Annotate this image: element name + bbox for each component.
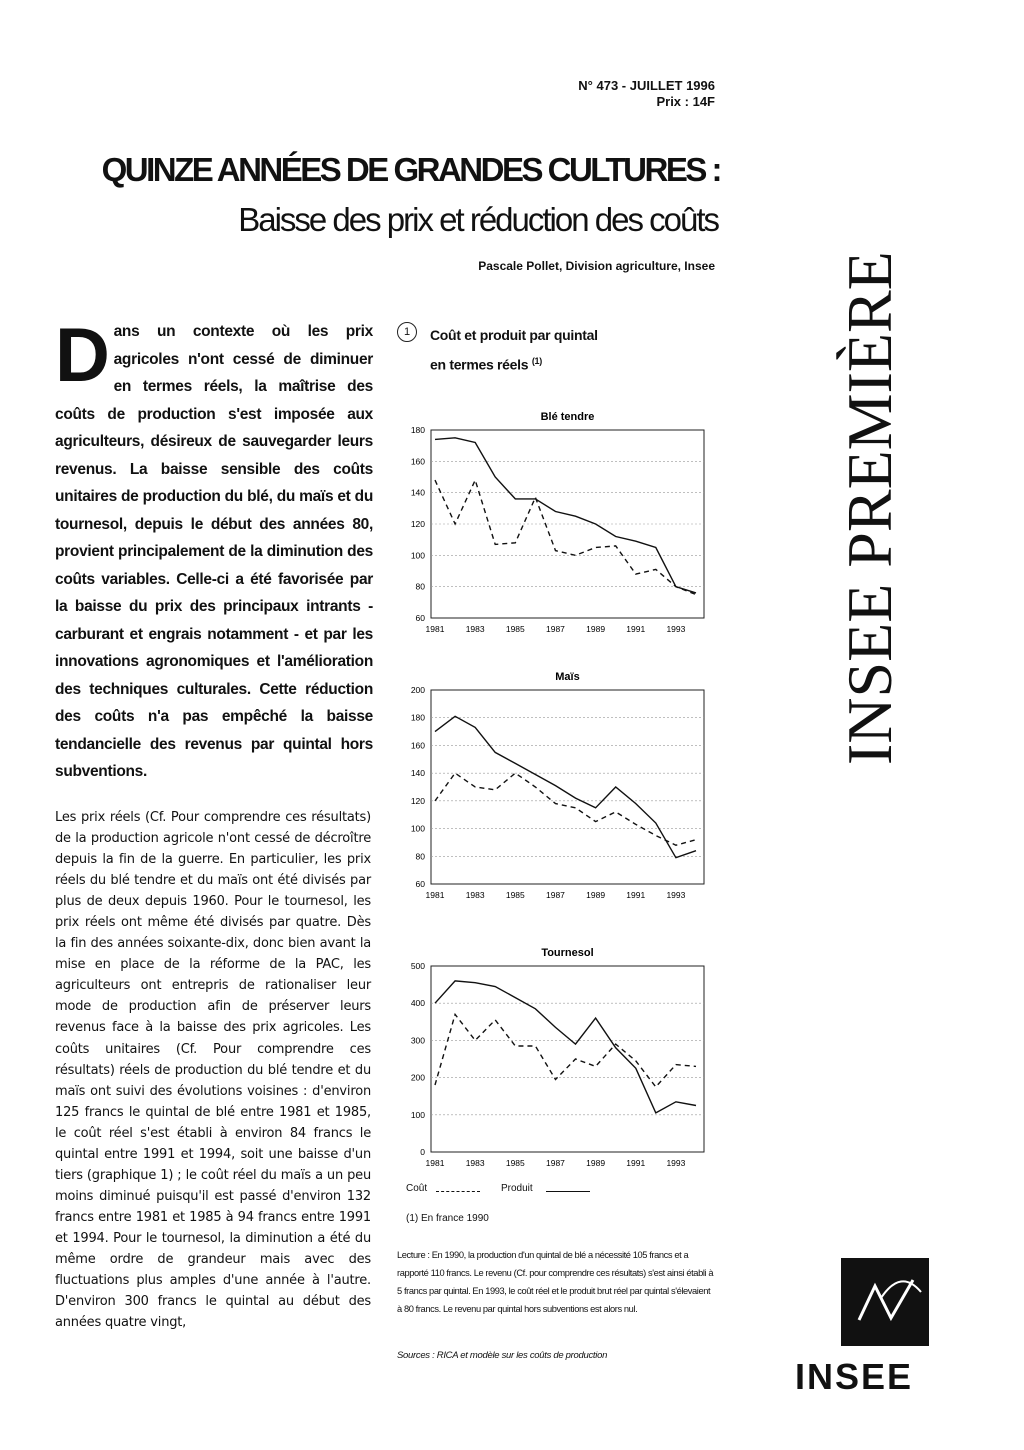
- y-tick-label: 0: [420, 1147, 425, 1157]
- x-tick-label: 1985: [505, 624, 525, 634]
- page-title: QUINZE ANNÉES DE GRANDES CULTURES :: [101, 151, 720, 188]
- charts-area: [395, 400, 715, 1180]
- figure-title-note: (1): [531, 356, 542, 366]
- y-tick-label: 160: [410, 456, 425, 467]
- x-tick-label: 1983: [465, 624, 485, 634]
- x-tick-label: 1985: [505, 890, 525, 900]
- y-tick-label: 200: [410, 685, 425, 695]
- intro-paragraph: [55, 313, 373, 786]
- x-tick-label: 1991: [626, 890, 646, 900]
- insee-logo-text: INSEE: [795, 1356, 914, 1397]
- chart-frame: [431, 966, 704, 1152]
- x-tick-label: 1981: [425, 890, 445, 900]
- x-tick-label: 1989: [586, 890, 606, 900]
- x-tick-label: 1991: [626, 1158, 646, 1168]
- x-tick-label: 1989: [586, 624, 606, 634]
- chart-title: Maïs: [555, 671, 580, 683]
- y-tick-label: 180: [410, 712, 425, 723]
- y-tick-label: 100: [410, 550, 425, 561]
- chart-frame: [431, 690, 704, 884]
- x-tick-label: 1993: [666, 624, 686, 634]
- x-tick-label: 1981: [425, 1158, 445, 1168]
- y-tick-label: 60: [415, 613, 425, 623]
- y-tick-label: 100: [410, 1109, 425, 1120]
- figure-sources: Sources : RICA et modèle sur les coûts de production: [397, 1350, 608, 1361]
- product-series-line: [435, 981, 696, 1113]
- y-tick-label: 180: [410, 425, 425, 435]
- y-tick-label: 140: [410, 487, 425, 498]
- page-subtitle: Baisse des prix et réduction des coûts: [238, 201, 718, 238]
- figure-reading-note: Lecture : En 1990, la production d'un quintal de blé a nécessité 105 francs et a rapporté 110 francs. Le revenu (Cf. pour comprendre ces résultats) s'est ainsi établi à 5 francs par quintal. En 1993, le coût réel et le produit brut réel par quintal s'élevaient à 80 francs. Le revenu par quintal hors subventions est alors nul.: [397, 1250, 714, 1314]
- legend-product-line: [546, 1191, 590, 1192]
- insee-logo-mark-icon: [841, 1258, 929, 1346]
- intro-text: ans un contexte où les prix agricoles n'ont cessé de diminuer en termes réels, la maîtrise des coûts de production s'est imposée aux agriculteurs, désireux de sauvegarder leurs revenus. La baisse sensible des coûts unitaires de production du blé, du maïs et du tournesol, depuis le début des années 80, provient principalement de la diminution des coûts variables. Celle-ci a été favorisée par la baisse du prix des principaux intrants - carburant et engrais notamment - et par les innovations agronomiques et l'amélioration des techniques culturales. Cette réduction des coûts n'a pas empêché la baisse tendancielle des revenus par quintal hors subventions.: [55, 323, 373, 780]
- x-tick-label: 1987: [546, 890, 565, 900]
- x-tick-label: 1991: [626, 624, 646, 634]
- x-tick-label: 1985: [505, 1158, 525, 1168]
- insee-premiere-brand: INSEE PREMIÈRE: [834, 251, 905, 765]
- figure-footnote: (1) En france 1990: [406, 1213, 489, 1224]
- author-line: Pascale Pollet, Division agriculture, Insee: [478, 259, 715, 273]
- cost-series-line: [435, 480, 696, 594]
- x-tick-label: 1983: [465, 890, 485, 900]
- x-tick-label: 1989: [586, 1158, 606, 1168]
- y-tick-label: 300: [410, 1035, 425, 1046]
- y-tick-label: 120: [410, 795, 425, 806]
- y-tick-label: 100: [410, 823, 425, 834]
- drop-cap: D: [55, 313, 110, 398]
- figure-title: [430, 322, 710, 378]
- legend-cost-line: [436, 1191, 480, 1192]
- y-tick-label: 60: [415, 879, 425, 889]
- figure-number: 1: [397, 322, 417, 342]
- x-tick-label: 1987: [546, 1158, 565, 1168]
- y-tick-label: 400: [410, 998, 425, 1009]
- insee-logo: [795, 1258, 935, 1398]
- legend-cost-label: Coût: [406, 1183, 428, 1194]
- y-tick-label: 200: [410, 1072, 425, 1083]
- issue-info: [500, 78, 715, 110]
- issue-price: Prix : 14F: [656, 94, 715, 109]
- y-tick-label: 80: [415, 581, 425, 592]
- y-tick-label: 80: [415, 851, 425, 862]
- x-tick-label: 1981: [425, 624, 445, 634]
- chart-title: Tournesol: [541, 947, 594, 959]
- x-tick-label: 1987: [546, 624, 565, 634]
- x-tick-label: 1993: [666, 1158, 686, 1168]
- y-tick-label: 140: [410, 768, 425, 779]
- cost-series-line: [435, 773, 696, 845]
- figure-title-line2: en termes réels: [430, 356, 529, 373]
- y-tick-label: 500: [410, 961, 425, 971]
- figure-title-line1: Coût et produit par quintal: [430, 327, 598, 343]
- issue-number: N° 473 - JUILLET 1996: [578, 78, 715, 93]
- x-tick-label: 1993: [666, 890, 686, 900]
- insee-logo-emblem: [841, 1258, 929, 1346]
- chart-title: Blé tendre: [540, 411, 595, 423]
- x-tick-label: 1983: [465, 1158, 485, 1168]
- legend-product-label: Produit: [501, 1183, 533, 1194]
- y-tick-label: 160: [410, 740, 425, 751]
- cost-series-line: [435, 1014, 696, 1087]
- body-paragraph: Les prix réels (Cf. Pour comprendre ces résultats) de la production agricole n'ont cessé de décroître depuis la fin de la guerre. En particulier, les prix réels du blé tendre et du maïs ont été divisés par plus de deux depuis 1960. Pour le tournesol, les prix réels ont même été divisés par quatre. Dès la fin des années soixante-dix, donc bien avant la mise en place de la réforme de la PAC, les agriculteurs ont entrepris de rationaliser leur mode de production afin de préserver leurs revenus face à la baisse des prix agricoles. Les coûts unitaires (Cf. Pour comprendre ces résultats) réels de production du blé tendre et du maïs ont suivi des évolutions voisines : d'environ 125 francs le quintal de blé entre 1981 et 1985, le coût réel s'est établi à environ 84 francs le quintal entre 1991 et 1994, soit une baisse d'un tiers (graphique 1) ; le coût réel du maïs a un peu moins diminué puisqu'il est passé d'environ 132 francs entre 1981 et 1985 à 94 francs entre 1991 et 1994. Pour le tournesol, la diminution a été du même ordre de grandeur mais avec des fluctuations plus amples d'une année à l'autre. D'environ 300 francs le quintal au début des années quatre vingt,: [55, 810, 371, 1331]
- y-tick-label: 120: [410, 519, 425, 529]
